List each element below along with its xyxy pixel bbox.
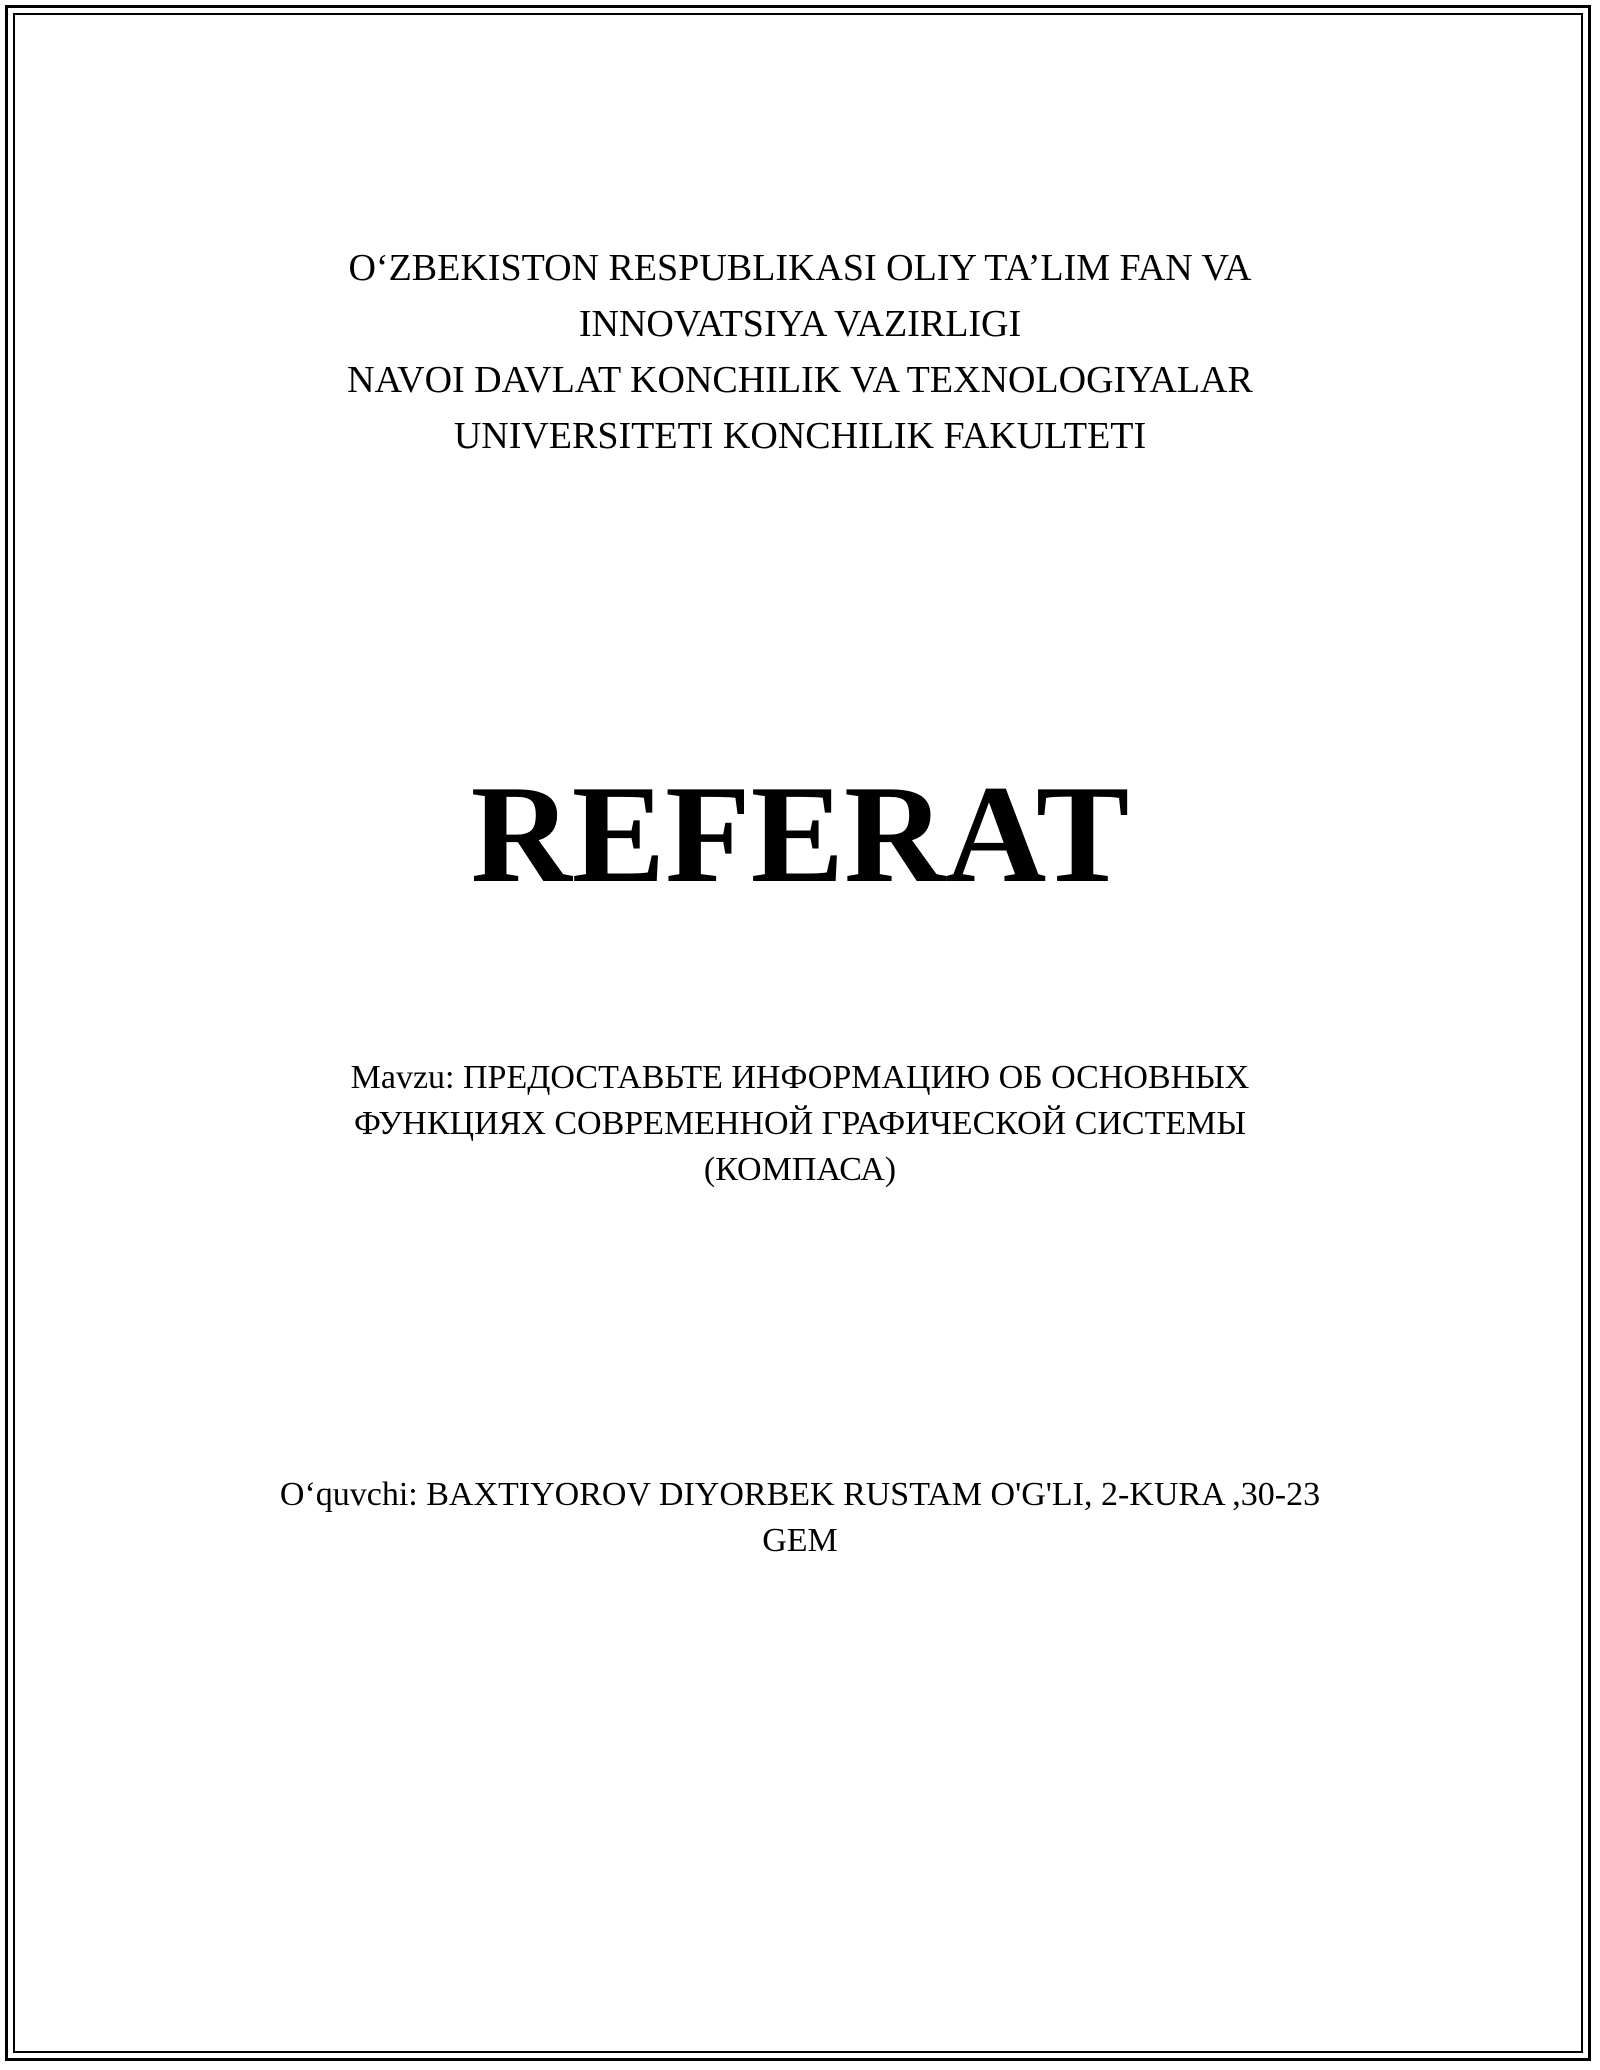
- header-line: UNIVERSITETI KONCHILIK FAKULTETI: [453, 415, 1147, 457]
- student-line: GEM: [762, 1522, 838, 1559]
- topic-line: Mavzu: ПРЕДОСТАВЬТЕ ИНФОРМАЦИЮ ОБ ОСНОВНЫХ: [350, 1059, 1250, 1096]
- topic-line: ФУНКЦИЯХ СОВРЕМЕННОЙ ГРАФИЧЕСКОЙ СИСТЕМЫ: [353, 1105, 1247, 1142]
- student-line: O‘quvchi: BAXTIYOROV DIYORBEK RUSTAM O'G'LI, 2-KURA ,30-23: [279, 1476, 1321, 1513]
- topic-section: [0, 1055, 1600, 1193]
- header-line: INNOVATSIYA VAZIRLIGI: [578, 303, 1022, 345]
- student-section: [0, 1472, 1600, 1564]
- ministry-header: [0, 240, 1600, 464]
- header-line: NAVOI DAVLAT KONCHILIK VA TEXNOLOGIYALAR: [347, 359, 1253, 401]
- header-line: O‘ZBEKISTON RESPUBLIKASI OLIY TA’LIM FAN VA: [348, 247, 1252, 289]
- topic-line: (КОМПАСА): [703, 1151, 897, 1188]
- document-title: REFERAT: [470, 757, 1130, 912]
